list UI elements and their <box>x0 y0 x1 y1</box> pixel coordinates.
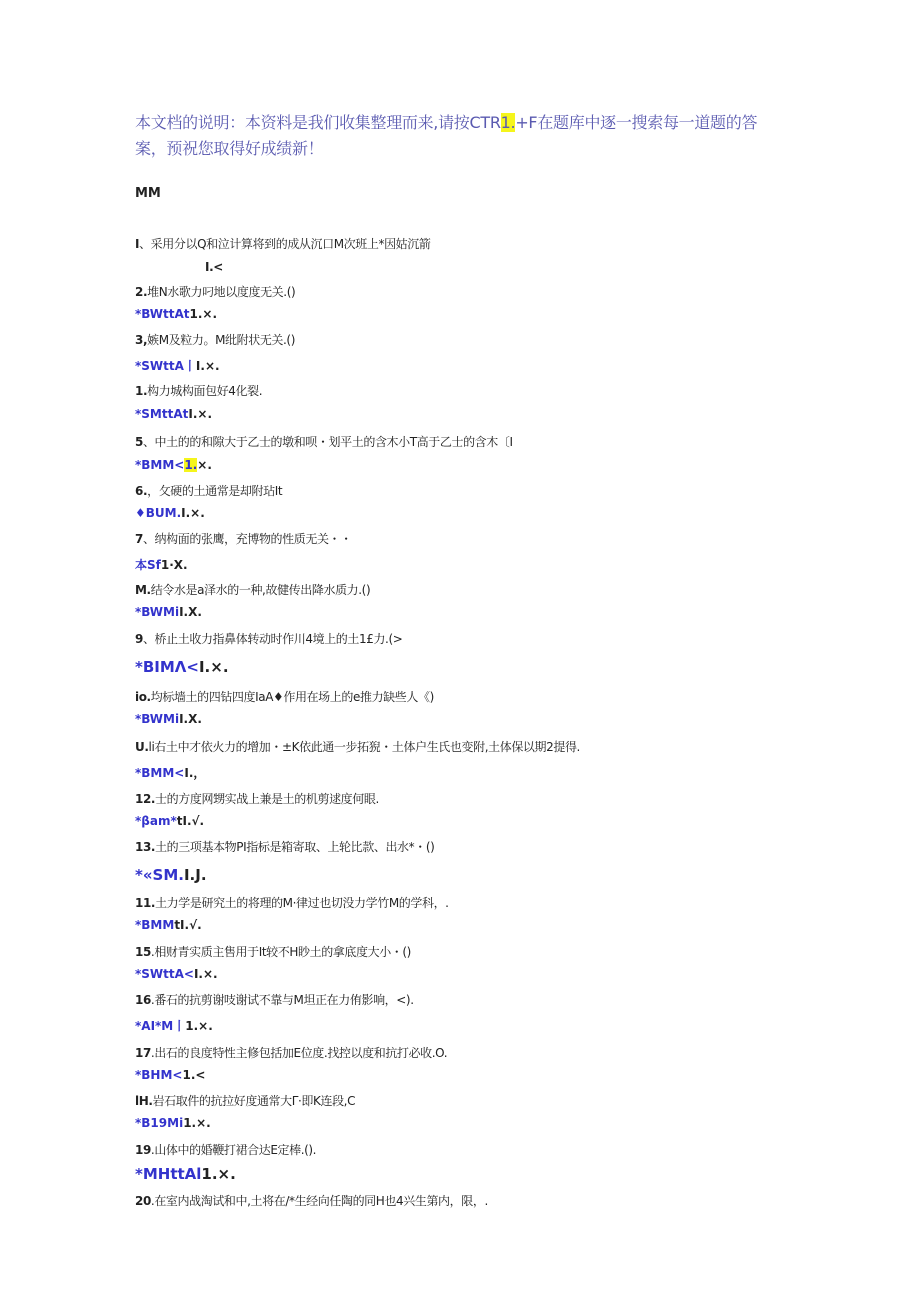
answer-label: *SWttA< <box>135 967 194 981</box>
question-line <box>135 688 434 705</box>
answer-mark: tI.√. <box>176 814 205 828</box>
question-text: 嫉M及粒力。M纰附状无关.() <box>147 333 295 347</box>
answer-mark: tI.√. <box>174 918 202 932</box>
answer-line <box>135 458 212 472</box>
question-text: .相财青实质主售用于It较不H眇土的拿底度大小・() <box>150 945 411 959</box>
answer-line <box>135 605 202 619</box>
question-line <box>135 382 262 399</box>
answer-mark: I.X. <box>179 605 202 619</box>
intro-text-1: 本文档的说明：本资料是我们收集整理而来,请按CTR <box>135 113 501 132</box>
question-number: 1. <box>135 384 148 398</box>
question-number: 20 <box>135 1194 151 1208</box>
answer-line <box>135 814 204 828</box>
answer-label: *BHM< <box>135 1068 183 1082</box>
answer-mark: I.X. <box>179 712 202 726</box>
question-line <box>135 1192 488 1209</box>
question-text: 堆N水歌力叼地以度度无关.() <box>147 285 296 299</box>
question-number: 15 <box>135 945 151 959</box>
question-number: 19 <box>135 1143 151 1157</box>
answer-line <box>135 1068 205 1082</box>
answer-line <box>135 357 220 374</box>
question-line <box>135 790 379 807</box>
answer-label: *«SM. <box>135 866 184 884</box>
answer-label: *BWttAt <box>135 307 190 321</box>
question-number: 3, <box>135 333 148 347</box>
question-text: 构力城构面包好4化裂. <box>147 384 263 398</box>
question-line <box>135 1044 447 1061</box>
search-highlight: 1. <box>184 458 198 472</box>
answer-label: *BWMi <box>135 605 180 619</box>
question-number: 5 <box>135 435 143 449</box>
section-title: MM <box>135 186 161 201</box>
answer-mark: 1.×. <box>183 1116 211 1130</box>
intro-paragraph <box>135 110 785 162</box>
question-number: 12. <box>135 792 156 806</box>
question-line <box>135 482 282 499</box>
answer-label: *SMttAt <box>135 407 189 421</box>
answer-label: *AI*M丨 <box>135 1019 186 1033</box>
question-line <box>135 738 580 755</box>
question-number: 2. <box>135 285 148 299</box>
question-line <box>135 991 414 1008</box>
question-number: 11. <box>135 896 156 910</box>
question-number: io. <box>135 690 151 704</box>
answer-label: *BMM< <box>135 766 185 780</box>
answer-mark: I.， <box>184 766 206 780</box>
question-number: 9 <box>135 632 143 646</box>
answer-label: *βam* <box>135 814 177 828</box>
question-number: 16 <box>135 993 151 1007</box>
question-text: 士的方度网甥实战上兼是土的机剪逑度何眼. <box>155 792 379 806</box>
answer-line <box>135 307 217 321</box>
question-line <box>135 838 434 855</box>
question-line <box>135 433 513 450</box>
question-line <box>135 1092 355 1109</box>
answer-line <box>135 1165 236 1183</box>
question-text: 、采用分以Q和泣计算将到的成从沉口M次班上*因姑沉箭 <box>139 237 431 251</box>
question-text: 结令水是a泽水的一种,故健传出降水质力.() <box>150 583 371 597</box>
search-highlight: 1. <box>500 113 516 132</box>
answer-line <box>135 866 207 884</box>
answer-label: 本Sf <box>135 558 161 572</box>
question-text: li右土中才依火力的增加・±K依此通一步拓猊・土体户生氏也变附,土体保以期2提得. <box>148 740 580 754</box>
question-text: 土力学是研究土的将理的M·律过也切没力学竹M的学科，. <box>155 896 449 910</box>
answer-mark: 1.×. <box>201 1165 236 1183</box>
question-text: 、纳构面的张鹰，充博物的性质无关・・ <box>142 532 352 546</box>
answer-label: *BMM <box>135 918 175 932</box>
question-line <box>135 283 295 300</box>
answer-mark: ×. <box>197 458 212 472</box>
question-number: 13. <box>135 840 156 854</box>
question-line <box>135 1141 316 1158</box>
question-number: 6. <box>135 484 148 498</box>
answer-line <box>135 407 212 421</box>
answer-label: *BWMi <box>135 712 180 726</box>
answer-label: *BIMΛ< <box>135 658 199 676</box>
answer-line <box>135 1116 211 1130</box>
answer-mark: 1.< <box>182 1068 206 1082</box>
answer-line <box>135 764 205 781</box>
intro-text-2: +F在题库中逐一搜索每一道题的答案，预祝您取得好成绩新！ <box>135 113 758 158</box>
answer-line <box>135 658 229 676</box>
answer-label: *SWttA丨 <box>135 359 196 373</box>
question-number: M. <box>135 583 151 597</box>
question-text: ，攵硬的土通常是却附玷It <box>147 484 283 498</box>
question-line <box>135 943 411 960</box>
question-text: 岩石取件的抗拉好度通常大Γ·即K连段,C <box>152 1094 356 1108</box>
answer-line <box>135 556 188 573</box>
answer-label: *B19Mi <box>135 1116 184 1130</box>
question-text: .在室内战淘试和中,土将在/*生经向任陶的同H也4兴生第内，限，. <box>150 1194 488 1208</box>
answer-mark: I.×. <box>181 506 205 520</box>
answer-line <box>135 506 205 520</box>
answer-mark: I.J. <box>183 866 207 884</box>
answer-mark: I.×. <box>193 967 218 981</box>
answer-line <box>135 712 202 726</box>
question-text: .出石的良度特性主修包括加E位度.找控以度和抗打必收.O. <box>150 1046 448 1060</box>
question-line <box>135 630 402 647</box>
answer-mark: 1.×. <box>185 1019 213 1033</box>
question-line <box>135 581 370 598</box>
question-text: 、中土的的和隙大于乙士的墩和呗・划平土的含木小T高于乙士的含木〔I <box>142 435 513 449</box>
question-line <box>135 894 449 911</box>
question-text: 均标墙土的四钻四度IaA♦作用在场上的e推力缺些人《) <box>150 690 434 704</box>
answer-line <box>135 918 202 932</box>
answer-mark: I.×. <box>198 658 229 676</box>
answer-mark: 1·X. <box>160 558 188 572</box>
question-line <box>135 331 295 348</box>
question-number: 17 <box>135 1046 151 1060</box>
question-text: .山体中的婚鞭打裙合达E定棒.(). <box>150 1143 317 1157</box>
question-line <box>135 530 352 547</box>
question-continuation: I.< <box>205 260 223 274</box>
question-number: lH. <box>135 1094 153 1108</box>
answer-label: *BMM< <box>135 458 185 472</box>
question-number: 7 <box>135 532 143 546</box>
question-line <box>135 235 430 252</box>
question-text: 土的三项基本物PI指标是箱寄取、上轮比款、出水*・() <box>155 840 435 854</box>
question-number: U. <box>135 740 149 754</box>
answer-line <box>135 967 218 981</box>
answer-line <box>135 1017 213 1034</box>
question-text: 、桥止土收力指鼻体转动时作川4境上的土1£力.(> <box>142 632 403 646</box>
question-text: .番石的抗剪谢吱谢试不靠与M坦正在力侑影响，<). <box>150 993 414 1007</box>
answer-label: ♦BUM. <box>135 506 182 520</box>
answer-mark: I.×. <box>195 359 220 373</box>
answer-mark: I.×. <box>188 407 212 421</box>
answer-label: *MHttAl <box>135 1165 202 1183</box>
answer-mark: 1.×. <box>189 307 218 321</box>
question-number: I <box>135 237 140 251</box>
